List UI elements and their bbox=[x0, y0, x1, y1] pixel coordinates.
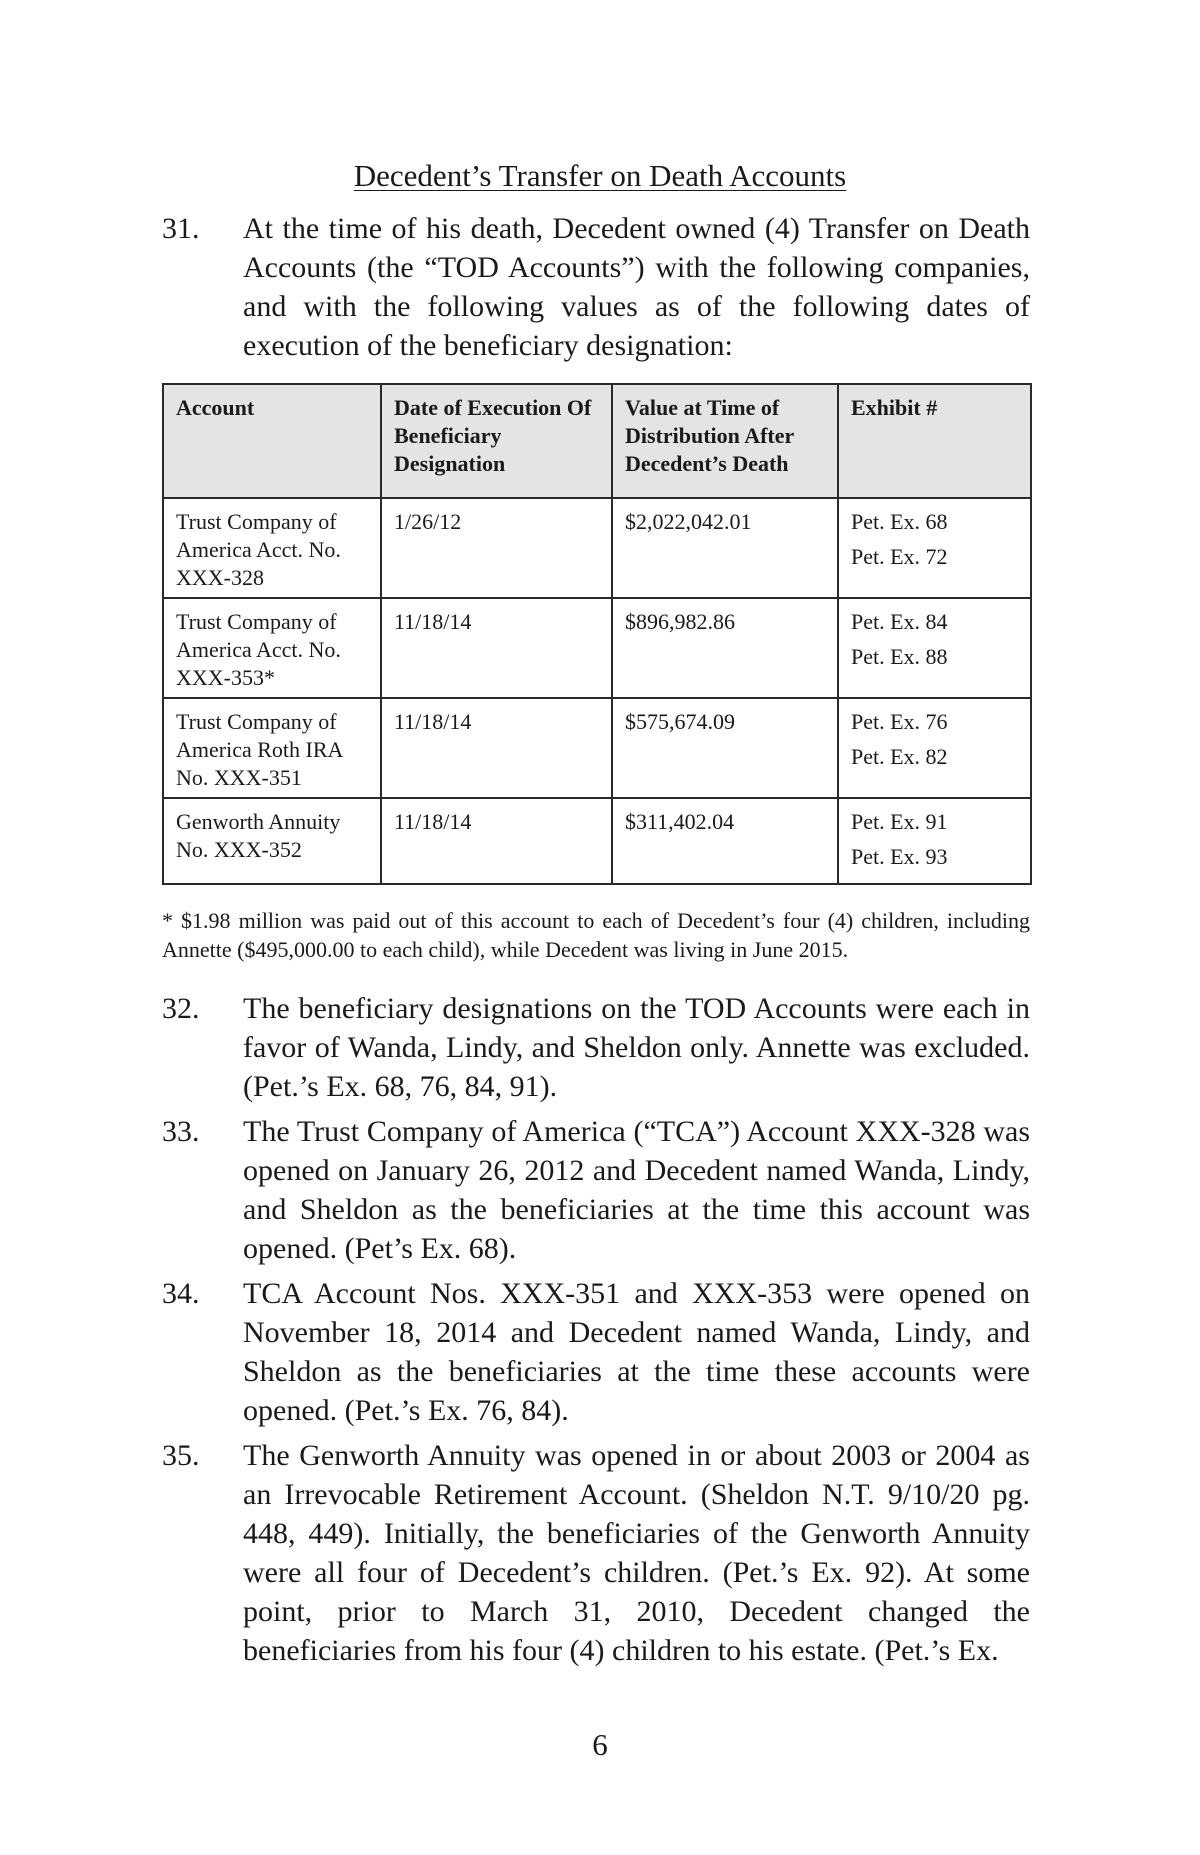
paragraph-text: TCA Account Nos. XXX-351 and XXX-353 were opened on November 18, 2014 and Decedent named Wanda, Lindy, and Sheldon as the beneficiaries at the time these accounts were opened. (Pet.’s Ex. 76, 84). bbox=[243, 1277, 1030, 1427]
table-row bbox=[163, 598, 1031, 698]
account-line: America Roth IRA bbox=[176, 737, 344, 762]
page-number: 6 bbox=[592, 1727, 608, 1762]
account-line: America Acct. No. bbox=[176, 637, 341, 662]
paragraph-34 bbox=[162, 1274, 1030, 1430]
account-cell bbox=[163, 798, 381, 884]
exhibit-cell bbox=[838, 698, 1031, 798]
paragraph-text: The Trust Company of America (“TCA”) Account XXX-328 was opened on January 26, 2012 and Decedent named Wanda, Lindy, and Sheldon as the beneficiaries at the time this account was opened. (Pet’s Ex. 68). bbox=[243, 1115, 1030, 1265]
paragraph-31 bbox=[162, 209, 1030, 365]
exhibit-ref: Pet. Ex. 68 bbox=[851, 509, 948, 534]
value-cell: $896,982.86 bbox=[612, 598, 838, 698]
value-cell: $311,402.04 bbox=[612, 798, 838, 884]
paragraph-number: 34. bbox=[162, 1277, 200, 1310]
account-cell bbox=[163, 698, 381, 798]
header-exhibit: Exhibit # bbox=[838, 384, 1031, 498]
account-line: Trust Company of bbox=[176, 709, 337, 734]
date-cell: 11/18/14 bbox=[381, 798, 612, 884]
exhibit-cell bbox=[838, 798, 1031, 884]
paragraph-number: 32. bbox=[162, 992, 200, 1025]
date-cell: 11/18/14 bbox=[381, 698, 612, 798]
account-line: XXX-353* bbox=[176, 665, 275, 690]
exhibit-ref: Pet. Ex. 91 bbox=[851, 809, 948, 834]
account-line: Genworth Annuity bbox=[176, 809, 341, 834]
account-line: America Acct. No. bbox=[176, 537, 341, 562]
exhibit-cell bbox=[838, 598, 1031, 698]
header-account: Account bbox=[163, 384, 381, 498]
exhibit-cell bbox=[838, 498, 1031, 598]
value-cell: $2,022,042.01 bbox=[612, 498, 838, 598]
value-cell: $575,674.09 bbox=[612, 698, 838, 798]
paragraph-number: 33. bbox=[162, 1115, 200, 1148]
paragraph-text: The beneficiary designations on the TOD Accounts were each in favor of Wanda, Lindy, and Sheldon only. Annette was excluded. (Pet.’s Ex. 68, 76, 84, 91). bbox=[243, 992, 1030, 1103]
account-line: Trust Company of bbox=[176, 509, 337, 534]
table-footnote: * $1.98 million was paid out of this account to each of Decedent’s four (4) children, including Annette ($495,000.00 to each child), while Decedent was living in June 2015. bbox=[162, 908, 1030, 962]
table-row bbox=[163, 798, 1031, 884]
header-date-of-execution: Date of Execution Of Beneficiary Designation bbox=[381, 384, 612, 498]
table-header-row bbox=[163, 384, 1031, 498]
account-line: Trust Company of bbox=[176, 609, 337, 634]
paragraph-32 bbox=[162, 989, 1030, 1106]
table-row bbox=[163, 698, 1031, 798]
date-cell: 11/18/14 bbox=[381, 598, 612, 698]
exhibit-ref: Pet. Ex. 93 bbox=[851, 844, 948, 869]
paragraph-number: 31. bbox=[162, 212, 200, 245]
paragraph-35 bbox=[162, 1436, 1030, 1670]
exhibit-ref: Pet. Ex. 82 bbox=[851, 744, 948, 769]
tod-accounts-table bbox=[162, 383, 1032, 885]
account-cell bbox=[163, 498, 381, 598]
exhibit-ref: Pet. Ex. 88 bbox=[851, 644, 948, 669]
paragraph-text: The Genworth Annuity was opened in or about 2003 or 2004 as an Irrevocable Retirement Account. (Sheldon N.T. 9/10/20 pg. 448, 449). Initially, the beneficiaries of the Genworth Annuity were all four of Decedent’s children. (Pet.’s Ex. 92). At some point, prior to March 31, 2010, Decedent changed the beneficiaries from his four (4) children to his estate. (Pet.’s Ex. bbox=[243, 1439, 1030, 1667]
exhibit-ref: Pet. Ex. 84 bbox=[851, 609, 948, 634]
section-heading: Decedent’s Transfer on Death Accounts bbox=[353, 158, 847, 193]
exhibit-ref: Pet. Ex. 76 bbox=[851, 709, 948, 734]
table-row bbox=[163, 498, 1031, 598]
paragraph-text: At the time of his death, Decedent owned (4) Transfer on Death Accounts (the “TOD Accounts”) with the following companies, and with the following values as of the following dates of execution of the beneficiary designation: bbox=[243, 212, 1030, 362]
account-cell bbox=[163, 598, 381, 698]
account-line: No. XXX-351 bbox=[176, 765, 302, 790]
header-value: Value at Time of Distribution After Decedent’s Death bbox=[612, 384, 838, 498]
exhibit-ref: Pet. Ex. 72 bbox=[851, 544, 948, 569]
paragraph-number: 35. bbox=[162, 1439, 200, 1472]
paragraph-33 bbox=[162, 1112, 1030, 1268]
date-cell: 1/26/12 bbox=[381, 498, 612, 598]
account-line: XXX-328 bbox=[176, 565, 264, 590]
account-line: No. XXX-352 bbox=[176, 837, 302, 862]
